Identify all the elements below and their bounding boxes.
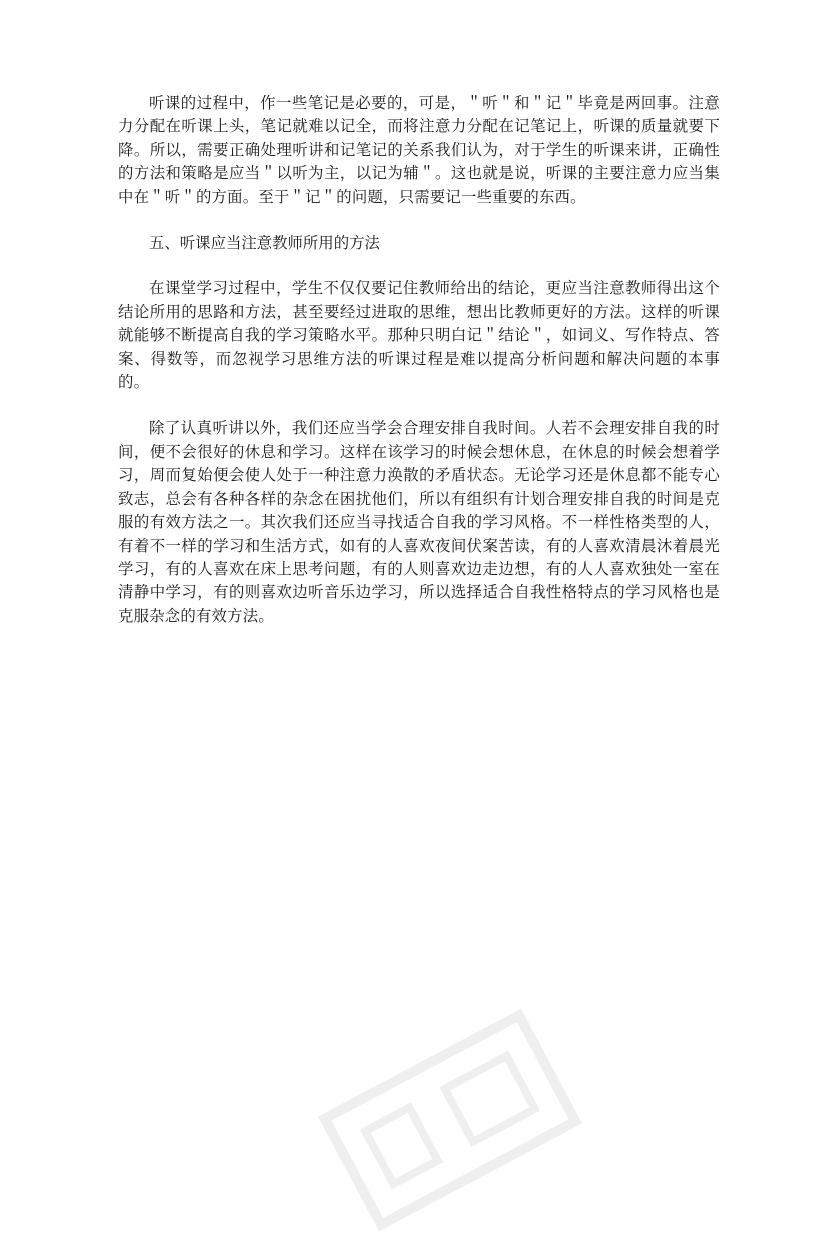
paragraph-teacher-methods: 在课堂学习过程中，学生不仅仅要记住教师给出的结论，更应当注意教师得出这个结论所用的思路和方法，甚至要经过进取的思维，想出比教师更好的方法。这样的听课就能够不断提高自我的学习策略水平。那种只明白记＂结论＂，如词义、写作特点、答案、得数等，而忽视学习思维方法的听课过程是难以提高分析问题和解决问题的本事的。	[118, 279, 720, 392]
section-heading-teacher-methods: 五、听课应当注意教师所用的方法	[149, 234, 380, 253]
document-body	[118, 92, 720, 651]
watermark-stamp-icon	[306, 993, 593, 1247]
paragraph-note-taking: 听课的过程中，作一些笔记是必要的，可是，＂听＂和＂记＂毕竟是两回事。注意力分配在听课上头，笔记就难以记全，而将注意力分配在记笔记上，听课的质量就要下降。所以，需要正确处理听讲和记笔记的关系我们认为，对于学生的听课来讲，正确性的方法和策略是应当＂以听为主，以记为辅＂。这也就是说，听课的主要注意力应当集中在＂听＂的方面。至于＂记＂的问题，只需要记一些重要的东西。	[118, 94, 720, 206]
paragraph-time-management: 除了认真听讲以外，我们还应当学会合理安排自我时间。人若不会理安排自我的时间，便不会很好的休息和学习。这样在该学习的时候会想休息，在休息的时候会想着学习，周而复始便会使人处于一种注意力涣散的矛盾状态。无论学习还是休息都不能专心致志，总会有各种各样的杂念在困扰他们，所以有组织有计划合理安排自我的时间是克服的有效方法之一。其次我们还应当寻找适合自我的学习风格。不一样性格类型的人，有着不一样的学习和生活方式，如有的人喜欢夜间伏案苦读，有的人喜欢清晨沐着晨光学习，有的人喜欢在床上思考问题，有的人则喜欢边走边想，有的人人喜欢独处一室在清静中学习，有的则喜欢边听音乐边学习，所以选择适合自我性格特点的学习风格也是克服杂念的有效方法。	[118, 419, 720, 625]
